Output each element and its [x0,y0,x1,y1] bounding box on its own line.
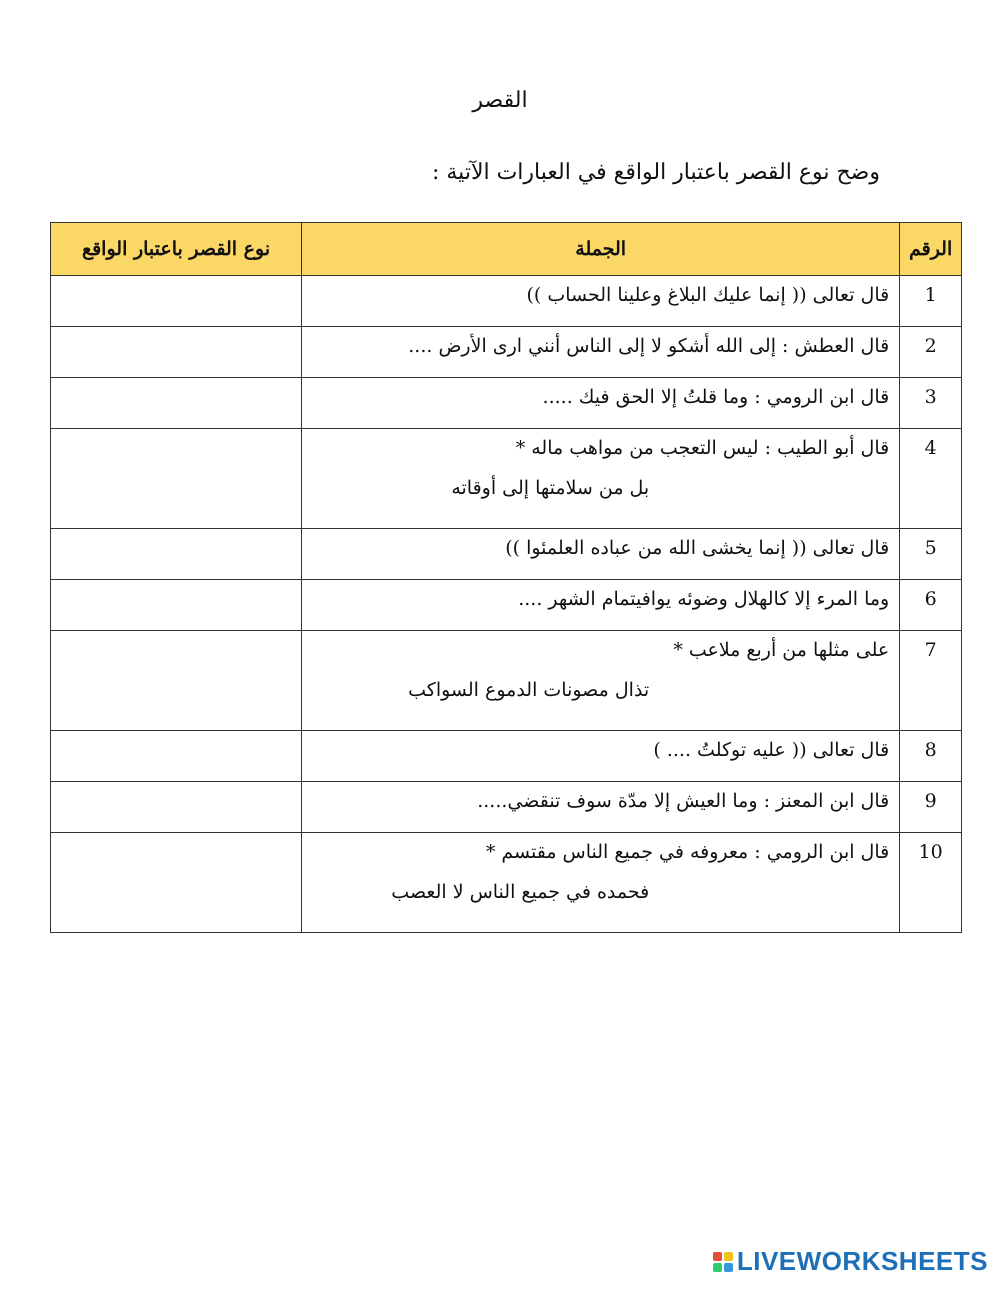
row-number: 3 [900,378,962,429]
logo-block [724,1263,733,1272]
brand-text: LIVEWORKSHEETS [736,1246,988,1276]
liveworksheets-logo [713,1246,988,1277]
answer-cell[interactable] [51,529,302,580]
row-number: 7 [900,631,962,731]
sentence-line-1: قال أبو الطيب : ليس التعجب من مواهب ماله * [515,437,890,459]
table-row [51,833,962,933]
row-sentence [302,580,900,631]
answer-cell[interactable] [51,327,302,378]
table-header-row [51,223,962,276]
answer-cell[interactable] [51,429,302,529]
row-sentence [302,276,900,327]
answer-cell[interactable] [51,378,302,429]
sentence-line-2: تذال مصونات الدموع السواكب [408,679,650,701]
row-number: 5 [900,529,962,580]
header-number: الرقم [900,223,962,276]
logo-block [713,1252,722,1261]
sentence-line-1: قال تعالى (( إنما يخشى الله من عباده العلمئوا )) [505,537,890,559]
header-sentence: الجملة [302,223,900,276]
table-row [51,378,962,429]
table-row [51,276,962,327]
answer-cell[interactable] [51,580,302,631]
sentence-line-1: قال تعالى (( عليه توكلتُ .... ) [653,739,890,761]
logo-icon [713,1252,733,1272]
page-title [0,88,1000,113]
instruction: وضح نوع القصر باعتبار الواقع في العبارات الآتية : [431,160,880,185]
sentence-line-1: قال العطش : إلى الله أشكو لا إلى الناس أنني ارى الأرض .... [408,335,890,357]
table-row [51,429,962,529]
row-sentence [302,429,900,529]
logo-block [724,1252,733,1261]
row-sentence [302,529,900,580]
header-type: نوع القصر باعتبار الواقع [51,223,302,276]
row-sentence [302,782,900,833]
title-text: القصر [472,88,528,113]
sentence-line-1: قال ابن الرومي : وما قلتُ إلا الحق فيك ..... [542,386,890,408]
row-sentence [302,631,900,731]
sentence-line-1: قال تعالى (( إنما عليك البلاغ وعلينا الحساب )) [526,284,890,306]
row-number: 8 [900,731,962,782]
row-number: 10 [900,833,962,933]
row-number: 4 [900,429,962,529]
row-sentence [302,833,900,933]
answer-cell[interactable] [51,833,302,933]
row-number: 9 [900,782,962,833]
row-number: 6 [900,580,962,631]
answer-cell[interactable] [51,731,302,782]
table-row [51,782,962,833]
row-sentence [302,327,900,378]
sentence-line-1: وما المرء إلا كالهلال وضوئه يوافيتمام الشهر .... [518,588,890,610]
table-row [51,327,962,378]
table-row [51,631,962,731]
row-sentence [302,731,900,782]
sentence-line-1: قال ابن الرومي : معروفه في جميع الناس مقتسم * [485,841,890,863]
sentence-line-1: قال ابن المعنز : وما العيش إلا مدّة سوف تنقضي..... [477,790,890,812]
sentence-line-2: بل من سلامتها إلى أوقاته [451,477,650,499]
table-row [51,529,962,580]
sentence-line-2: فحمده في جميع الناس لا العصب [391,881,650,903]
row-number: 2 [900,327,962,378]
row-number: 1 [900,276,962,327]
table-row [51,731,962,782]
sentence-line-1: على مثلها من أربع ملاعب * [673,639,890,661]
table-row [51,580,962,631]
row-sentence [302,378,900,429]
answer-cell[interactable] [51,276,302,327]
answer-cell[interactable] [51,782,302,833]
answer-cell[interactable] [51,631,302,731]
logo-block [713,1263,722,1272]
worksheet-table [50,222,962,933]
